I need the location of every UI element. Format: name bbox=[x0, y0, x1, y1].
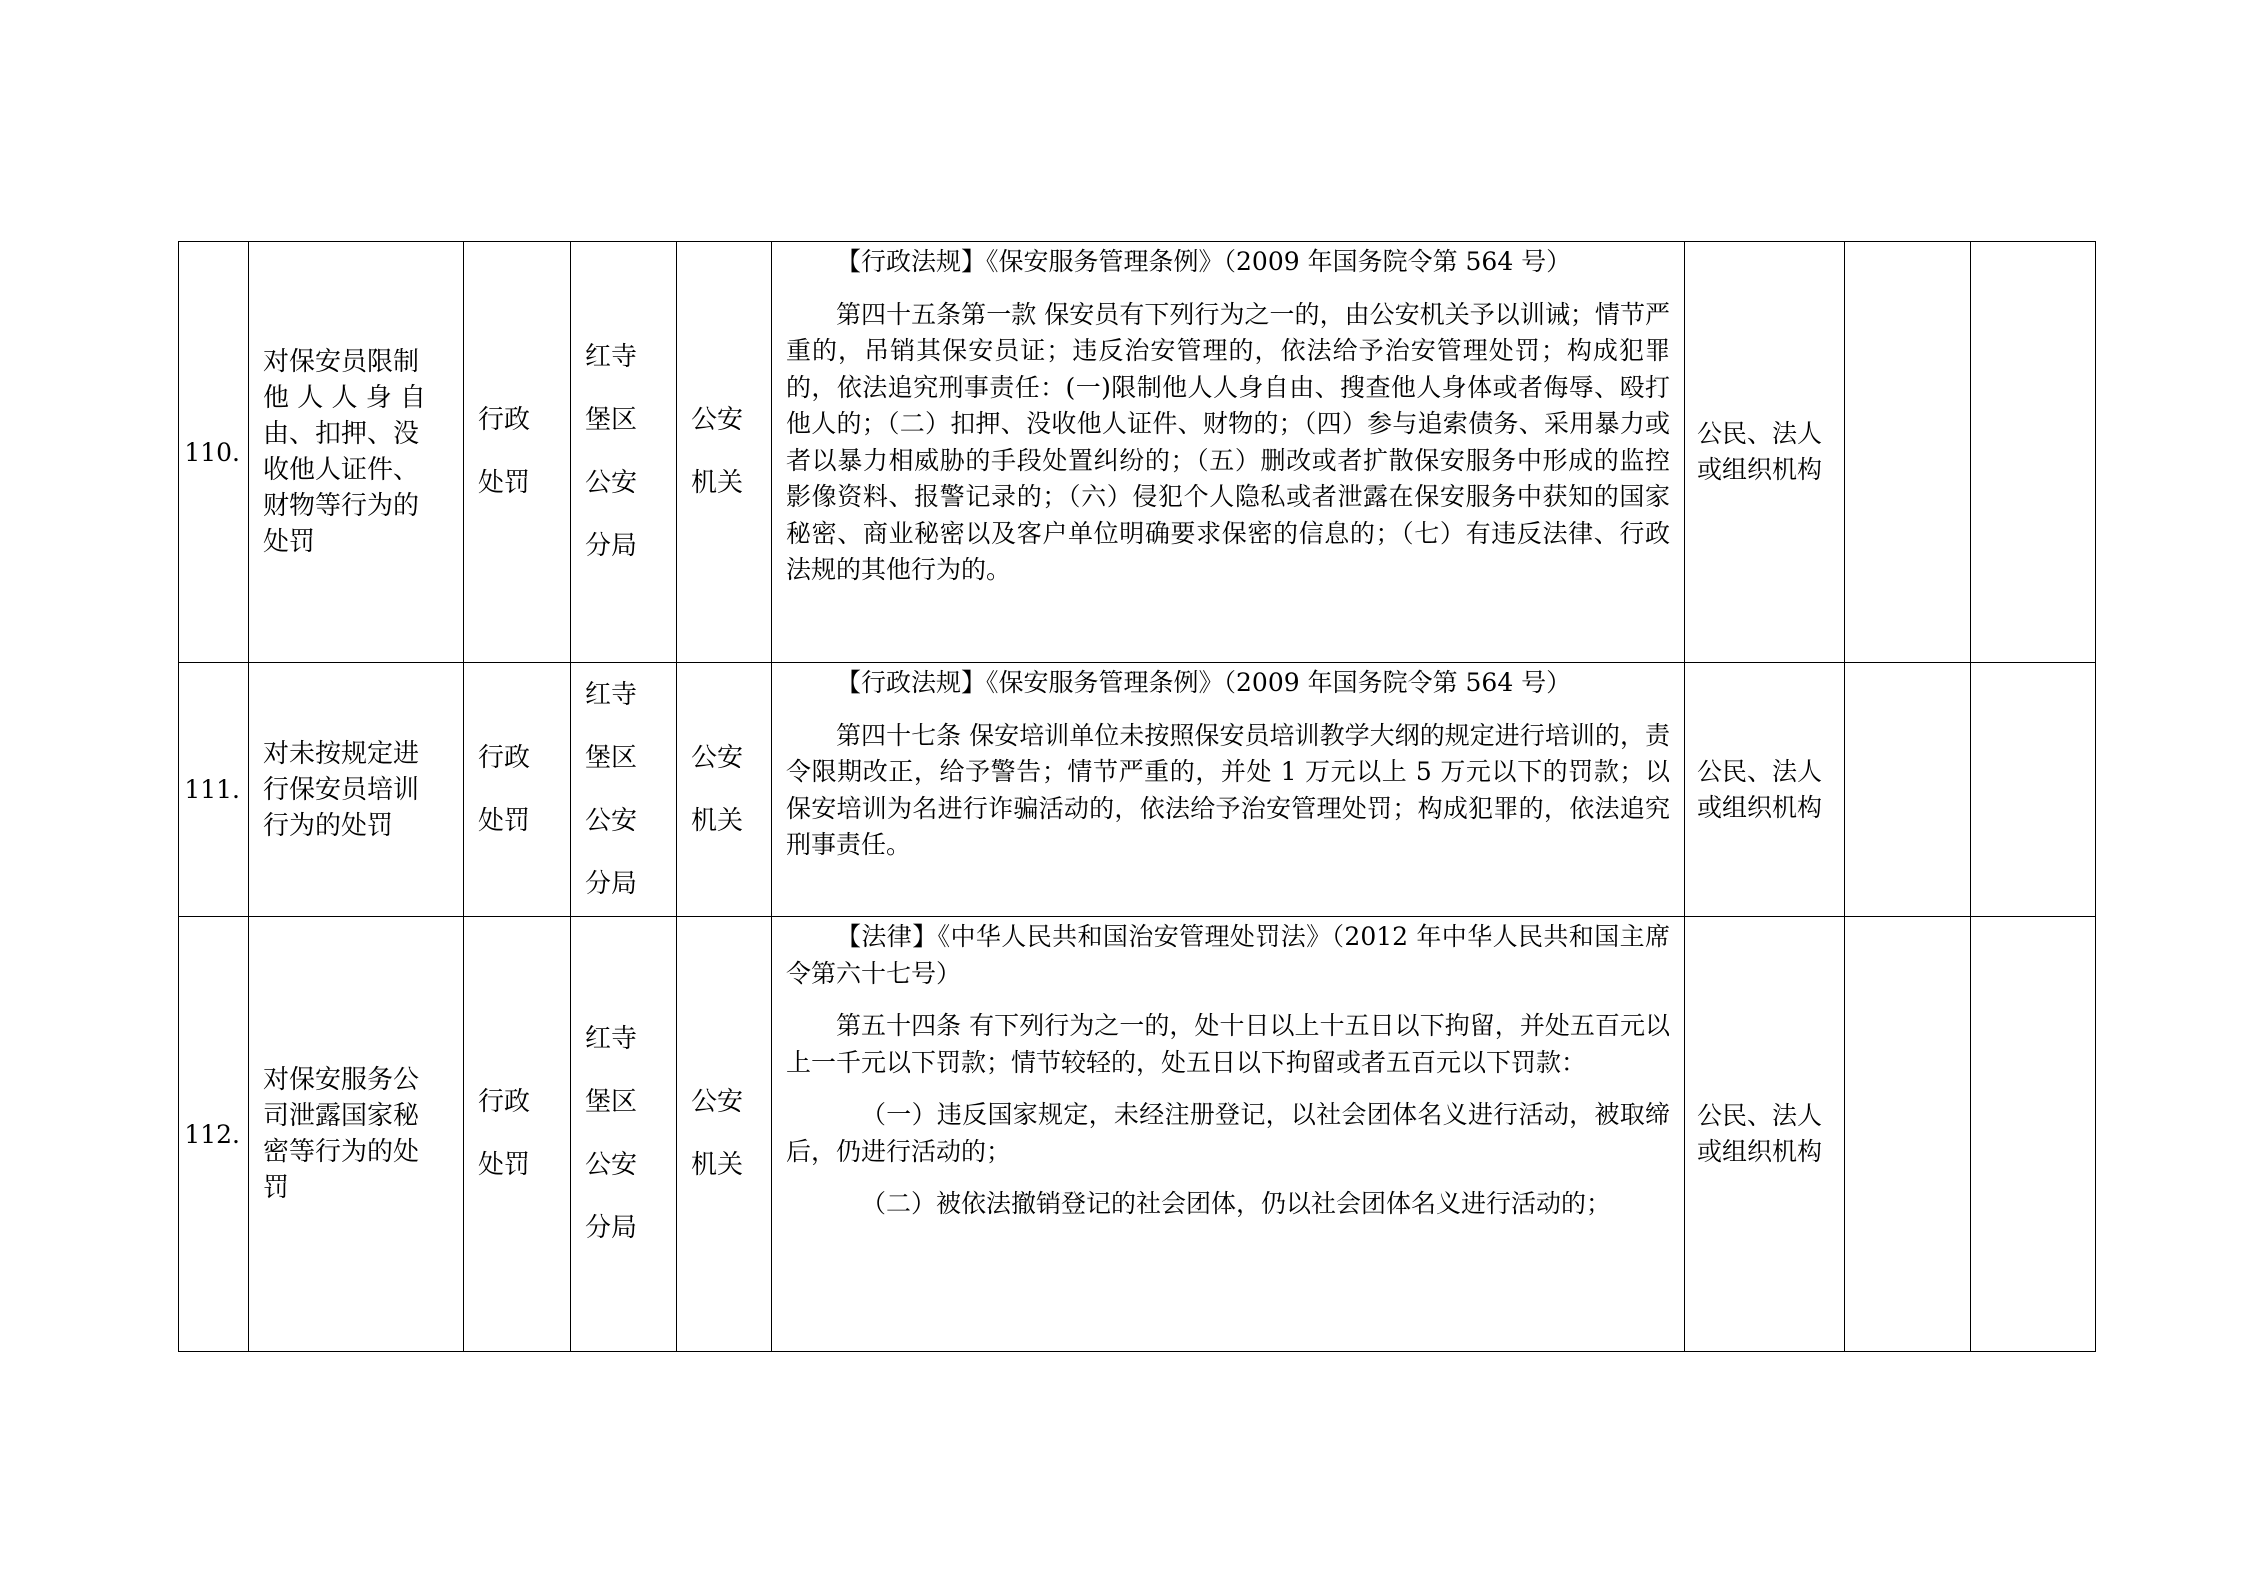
authority-line: 公安 bbox=[585, 805, 638, 836]
administrative-subject bbox=[1685, 917, 1845, 1352]
blank-cell bbox=[1971, 917, 2096, 1352]
implementing-body bbox=[677, 917, 772, 1352]
item-name-line: 司泄露国家秘 bbox=[263, 1101, 420, 1131]
authority-line: 红寺 bbox=[585, 679, 638, 710]
basis-paragraph: 第四十七条 保安培训单位未按照保安员培训教学大纲的规定进行培训的，责令限期改正，给予警告；情节严重的，并处 1 万元以上 5 万元以下的罚款；以保安培训为名进行诈骗活动的，依法给予治安管理处罚；构成犯罪的，依法追究刑事责任。 bbox=[786, 720, 1670, 859]
row-number-text: 111. bbox=[184, 775, 240, 804]
item-name bbox=[249, 242, 464, 663]
authority-list-table bbox=[178, 241, 2096, 1352]
power-type-line: 处罚 bbox=[478, 805, 531, 836]
row-number bbox=[179, 242, 249, 663]
item-name-line: 行保安员培训 bbox=[263, 774, 420, 805]
authority-line: 公安 bbox=[585, 468, 638, 498]
subject-line: 或组织机构 bbox=[1697, 1137, 1823, 1166]
body-line: 公安 bbox=[691, 742, 744, 773]
row-number-text: 112. bbox=[184, 1119, 240, 1149]
authority-line: 分局 bbox=[585, 868, 638, 899]
table-row bbox=[179, 917, 2096, 1352]
item-name-line: 密等行为的处 bbox=[263, 1137, 420, 1167]
row-number bbox=[179, 917, 249, 1352]
subject-line: 或组织机构 bbox=[1697, 792, 1823, 822]
subject-line: 或组织机构 bbox=[1697, 455, 1823, 484]
basis-title: 【法律】《中华人民共和国治安管理处罚法》（2012 年中华人民共和国主席令第六十七号） bbox=[786, 922, 1670, 988]
item-name-line: 对保安员限制 bbox=[263, 347, 420, 377]
power-type-line: 行政 bbox=[478, 405, 531, 435]
authority-line: 堡区 bbox=[585, 405, 638, 435]
blank-cell bbox=[1845, 242, 1971, 663]
body-line: 机关 bbox=[691, 805, 744, 836]
item-name-line: 财物等行为的 bbox=[263, 491, 420, 521]
body-line: 公安 bbox=[691, 1087, 744, 1117]
power-type-line: 处罚 bbox=[478, 1150, 531, 1180]
subject-line: 公民、法人 bbox=[1697, 419, 1823, 448]
body-line: 公安 bbox=[691, 405, 744, 435]
power-type bbox=[464, 663, 571, 917]
power-type-line: 行政 bbox=[478, 742, 531, 773]
authority-line: 分局 bbox=[585, 531, 638, 561]
power-type bbox=[464, 242, 571, 663]
item-name bbox=[249, 917, 464, 1352]
subject-line: 公民、法人 bbox=[1697, 1101, 1823, 1130]
implementing-authority bbox=[571, 242, 677, 663]
item-name-line: 他 人 人 身 自 bbox=[263, 383, 427, 413]
body-line: 机关 bbox=[691, 1150, 744, 1180]
item-name-line: 对保安服务公 bbox=[263, 1065, 420, 1095]
subject-line: 公民、法人 bbox=[1697, 756, 1823, 786]
basis-title: 【行政法规】《保安服务管理条例》（2009 年国务院令第 564 号） bbox=[836, 247, 1572, 276]
power-type-line: 处罚 bbox=[478, 468, 531, 498]
basis-sub-item: （二）被依法撤销登记的社会团体，仍以社会团体名义进行活动的； bbox=[861, 1189, 1612, 1218]
row-number bbox=[179, 663, 249, 917]
row-number-text: 110. bbox=[184, 437, 240, 467]
item-name-line: 收他人证件、 bbox=[263, 455, 420, 485]
item-name-line: 处罚 bbox=[263, 527, 316, 557]
administrative-subject bbox=[1685, 663, 1845, 917]
item-name bbox=[249, 663, 464, 917]
administrative-subject bbox=[1685, 242, 1845, 663]
item-name-line: 行为的处罚 bbox=[263, 810, 394, 841]
basis-title: 【行政法规】《保安服务管理条例》（2009 年国务院令第 564 号） bbox=[836, 668, 1572, 697]
basis-sub-item: （一）违反国家规定，未经注册登记，以社会团体名义进行活动，被取缔后，仍进行活动的； bbox=[786, 1100, 1670, 1166]
authority-line: 堡区 bbox=[585, 1087, 638, 1117]
blank-cell bbox=[1845, 917, 1971, 1352]
blank-cell bbox=[1845, 663, 1971, 917]
implementing-authority bbox=[571, 917, 677, 1352]
power-type-line: 行政 bbox=[478, 1087, 531, 1117]
basis-paragraph: 第四十五条第一款 保安员有下列行为之一的，由公安机关予以训诫；情节严重的，吊销其保安员证；违反治安管理的，依法给予治安管理处罚；构成犯罪的，依法追究刑事责任：(一)限制他人人身自由、搜查他人身体或者侮辱、殴打他人的；（二）扣押、没收他人证件、财物的；（四）参与追索债务、采用暴力或者以暴力相威胁的手段处置纠纷的；（五）删改或者扩散保安服务中形成的监控影像资料、报警记录的；（六）侵犯个人隐私或者泄露在保安服务中获知的国家秘密、商业秘密以及客户单位明确要求保密的信息的；（七）有违反法律、行政法规的其他行为的。 bbox=[786, 299, 1670, 584]
authority-line: 红寺 bbox=[585, 342, 638, 372]
authority-line: 堡区 bbox=[585, 742, 638, 773]
legal-basis bbox=[772, 917, 1685, 1352]
legal-basis bbox=[772, 242, 1685, 663]
implementing-authority bbox=[571, 663, 677, 917]
table-row bbox=[179, 242, 2096, 663]
item-name-line: 由、扣押、没 bbox=[263, 419, 420, 449]
implementing-body bbox=[677, 663, 772, 917]
authority-line: 分局 bbox=[585, 1213, 638, 1243]
power-type bbox=[464, 917, 571, 1352]
basis-paragraph: 第五十四条 有下列行为之一的，处十日以上十五日以下拘留，并处五百元以上一千元以下罚款；情节较轻的，处五日以下拘留或者五百元以下罚款： bbox=[786, 1011, 1670, 1077]
item-name-line: 罚 bbox=[263, 1173, 290, 1203]
table-row bbox=[179, 663, 2096, 917]
blank-cell bbox=[1971, 663, 2096, 917]
item-name-line: 对未按规定进 bbox=[263, 738, 420, 769]
legal-basis bbox=[772, 663, 1685, 917]
body-line: 机关 bbox=[691, 468, 744, 498]
authority-line: 红寺 bbox=[585, 1024, 638, 1054]
blank-cell bbox=[1971, 242, 2096, 663]
authority-line: 公安 bbox=[585, 1150, 638, 1180]
implementing-body bbox=[677, 242, 772, 663]
